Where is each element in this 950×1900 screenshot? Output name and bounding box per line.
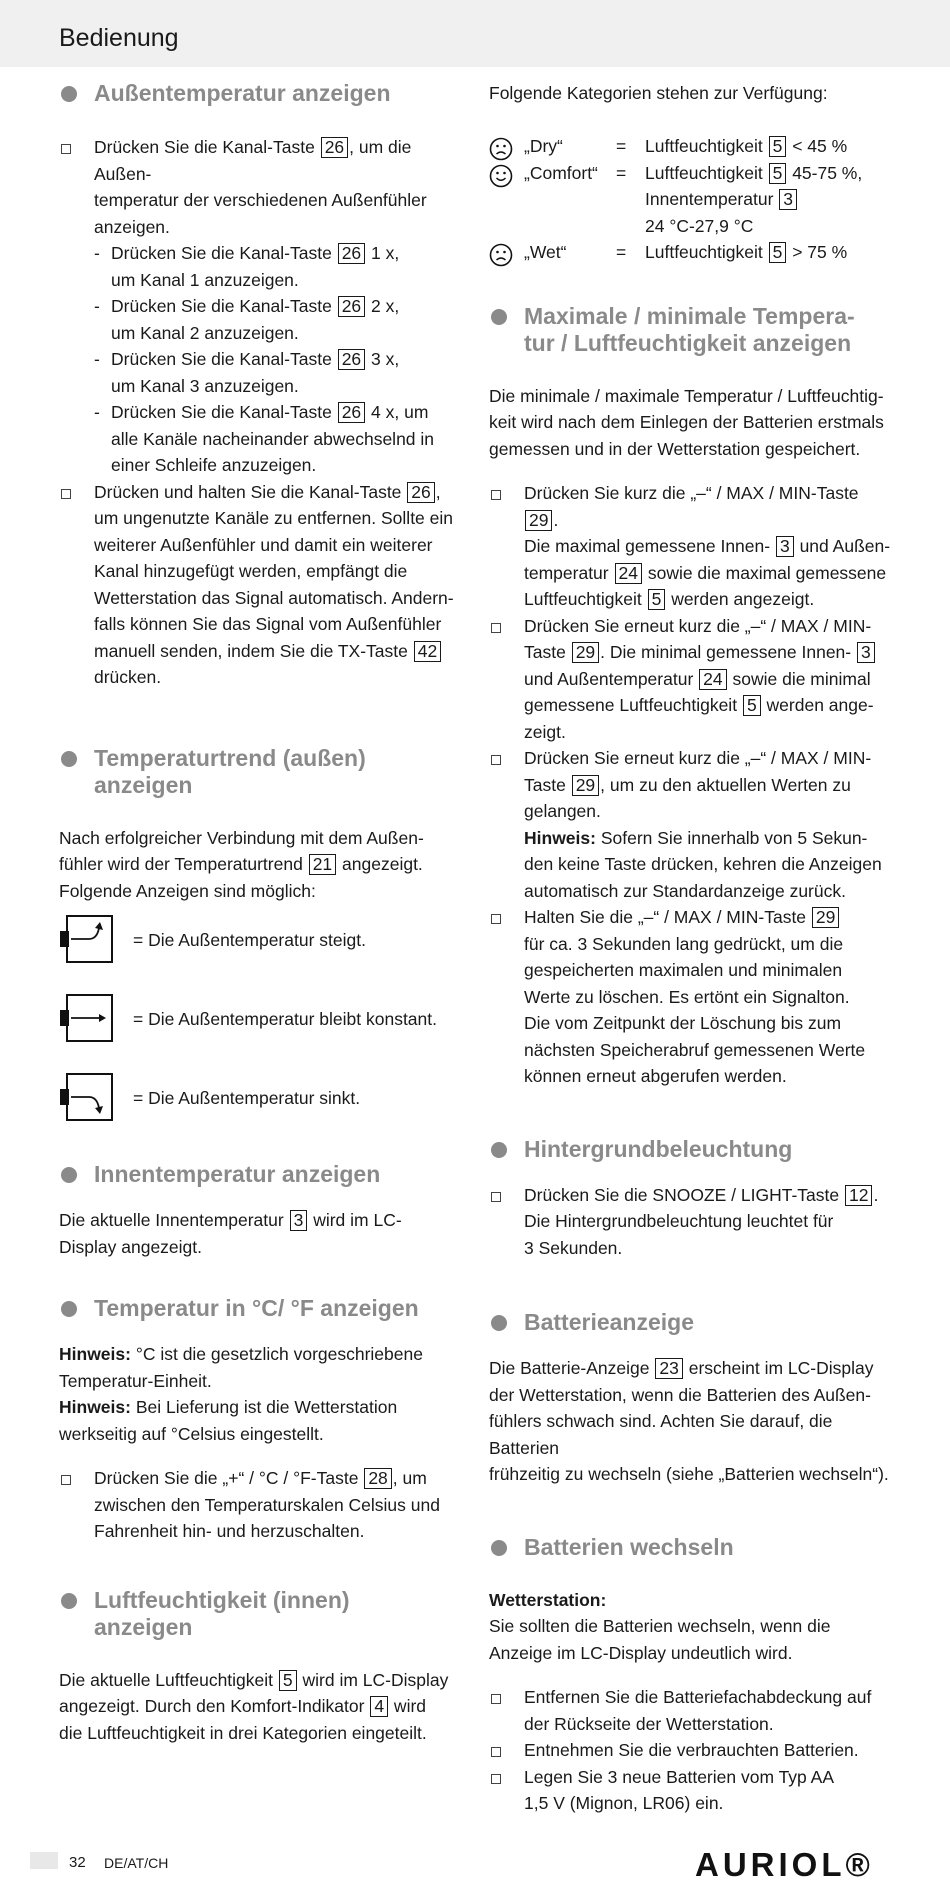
checkbox-square-icon [491, 1747, 501, 1757]
list-item: Drücken und halten Sie die Kanal-Taste 26 , um ungenutzte Kanäle zu entfernen. Sollte ein weiterer Außenfühler und damit ein weiterer Kanal hinzugefügt werden, empfängt die Wetterstation das Signal automatisch. Andern- falls können Sie das Signal vom Außenfühler manuell senden, indem Sie die TX-Taste 42 drücken. [59, 479, 462, 691]
trend-row-rising: = Die Außentemperatur steigt. [59, 914, 462, 968]
category-comfort: „Comfort“ = Luftfeuchtigkeit 5 45-75 %, Innentemperatur 3 24 °C-27,9 °C [489, 160, 891, 240]
checkbox-square-icon [491, 623, 501, 633]
checkbox-square-icon [491, 1694, 501, 1704]
paragraph: Die aktuelle Innentemperatur 3 wird im LC- [59, 1210, 402, 1230]
bullet-dot-icon [491, 309, 507, 325]
sub-list-item: - Drücken Sie die Kanal-Taste 26 4 x, um alle Kanäle nacheinander abwechselnd in einer Schleife anzuzeigen. [94, 402, 435, 475]
paragraph: Folgende Kategorien stehen zur Verfügung: [489, 83, 828, 103]
bullet-dot-icon [491, 1315, 507, 1331]
paragraph: fühlers schwach sind. Achten Sie darauf, die Batterien [489, 1411, 833, 1458]
page-number-box [30, 1852, 58, 1869]
hint: Hinweis: °C ist die gesetzlich vorgeschriebene [59, 1344, 423, 1364]
list-item: Entfernen Sie die Batteriefachabdeckung auf der Rückseite der Wetterstation. [489, 1684, 891, 1737]
happy-face-icon [489, 164, 513, 188]
paragraph: Sie sollten die Batterien wechseln, wenn die [489, 1616, 831, 1636]
brand-logo: AURIOL® [695, 1846, 874, 1883]
section-heading-batterien-wechseln: Batterien wechseln [489, 1534, 891, 1561]
hint: Hinweis: Bei Lieferung ist die Wetterstation [59, 1397, 398, 1417]
paragraph: der Wetterstation, wenn die Batterien des Außen- [489, 1384, 871, 1405]
checkbox-square-icon [491, 490, 501, 500]
checkbox-square-icon [61, 144, 71, 154]
sub-list-item: - Drücken Sie die Kanal-Taste 26 3 x, um Kanal 3 anzuzeigen. [94, 349, 400, 396]
paragraph: die Luftfeuchtigkeit in drei Kategorien eingeteilt. [59, 1722, 427, 1743]
sad-face-icon [489, 137, 513, 161]
paragraph: Display angezeigt. [59, 1236, 202, 1257]
trend-rising-icon [59, 914, 115, 966]
paragraph: fühler wird der Temperaturtrend 21 angezeigt. [59, 854, 423, 874]
trend-constant-icon [59, 993, 115, 1045]
paragraph: Die Batterie-Anzeige 23 erscheint im LC-Display [489, 1358, 874, 1378]
paragraph: angezeigt. Durch den Komfort-Indikator 4 wird [59, 1696, 427, 1716]
list-item: Drücken Sie die „+“ / °C / °F-Taste 28 , um zwischen den Temperaturskalen Celsius und Fahrenheit hin- und herzuschalten. [59, 1465, 462, 1545]
paragraph: Folgende Anzeigen sind möglich: [59, 880, 316, 901]
bullet-dot-icon [61, 1593, 77, 1609]
paragraph: Nach erfolgreicher Verbindung mit dem Außen- [59, 827, 424, 848]
list-item: Entnehmen Sie die verbrauchten Batterien. [489, 1737, 891, 1764]
section-heading-luftfeuchtigkeit: Luftfeuchtigkeit (innen) anzeigen [59, 1587, 462, 1641]
list-item: Drücken Sie die Kanal-Taste 26 , um die Außen- temperatur der verschiedenen Außenfühler anzeigen. - Drücken Sie die Kanal-Taste 26 1 x, um Kanal 1 anzuzeigen. - Drücken Sie die Kanal-Taste 26 2 x, um Kanal 2 anzuzeigen. - Drücken Sie die Kanal-Taste 26 3 x, um Kanal 3 anzuzeigen. - Drücken Sie die Kanal-Taste 26 4 x, um alle Kanäle nacheinander abwechselnd in einer Schleife anzuzeigen. [59, 134, 462, 479]
bullet-dot-icon [61, 86, 77, 102]
right-column [489, 80, 891, 1817]
checkbox-square-icon [491, 755, 501, 765]
section-heading-temperatur-einheit: Temperatur in °C/ °F anzeigen [59, 1295, 462, 1322]
bullet-dot-icon [61, 1301, 77, 1317]
section-heading-hintergrundbeleuchtung: Hintergrundbeleuchtung [489, 1136, 891, 1163]
bullet-dot-icon [491, 1540, 507, 1556]
checkbox-square-icon [491, 914, 501, 924]
sad-face-icon [489, 243, 513, 267]
category-wet: „Wet“ = Luftfeuchtigkeit 5 > 75 % [489, 239, 891, 266]
section-heading-innentemperatur: Innentemperatur anzeigen [59, 1161, 462, 1188]
left-column [59, 80, 462, 1746]
paragraph: werkseitig auf °Celsius eingestellt. [59, 1423, 324, 1444]
paragraph: frühzeitig zu wechseln (siehe „Batterien wechseln“). [489, 1464, 889, 1484]
section-heading-max-min: Maximale / minimale Tempera- tur / Luftfeuchtigkeit anzeigen [489, 303, 891, 357]
page-number: 32 [69, 1854, 86, 1871]
category-dry: „Dry“ = Luftfeuchtigkeit 5 < 45 % [489, 133, 891, 160]
trend-row-constant: = Die Außentemperatur bleibt konstant. [59, 993, 462, 1047]
checkbox-square-icon [61, 1475, 71, 1485]
country-codes: DE/AT/CH [104, 1855, 169, 1871]
paragraph: Anzeige im LC-Display undeutlich wird. [489, 1642, 793, 1663]
list-item: Drücken Sie die SNOOZE / LIGHT-Taste 12 . Die Hintergrundbeleuchtung leuchtet für 3 Sekunden. [489, 1182, 891, 1262]
trend-falling-icon [59, 1072, 115, 1124]
list-item: Halten Sie die „–“ / MAX / MIN-Taste 29 für ca. 3 Sekunden lang gedrückt, um die gespeicherten maximalen und minimalen Werte zu löschen. Es ertönt ein Signalton. Die vom Zeitpunkt der Löschung bis zum nächsten Speicherabruf gemessenen Werte können erneut abgerufen werden. [489, 904, 891, 1090]
section-heading-batterieanzeige: Batterieanzeige [489, 1309, 891, 1336]
paragraph: Die minimale / maximale Temperatur / Luftfeuchtig- [489, 385, 884, 406]
page-title: Bedienung [59, 24, 179, 52]
list-item: Drücken Sie erneut kurz die „–“ / MAX / MIN- Taste 29 . Die minimal gemessene Innen- 3 und Außentemperatur 24 sowie die minimal gemessene Luftfeuchtigkeit 5 werden ange- zeigt. [489, 613, 891, 746]
bullet-dot-icon [61, 751, 77, 767]
section-heading-aussentemperatur: Außentemperatur anzeigen [59, 80, 462, 107]
sub-list-item: - Drücken Sie die Kanal-Taste 26 1 x, um Kanal 1 anzuzeigen. [94, 243, 400, 290]
checkbox-square-icon [491, 1192, 501, 1202]
list-item: Drücken Sie kurz die „–“ / MAX / MIN-Taste 29 . Die maximal gemessene Innen- 3 und Außen- temperatur 24 sowie die maximal gemessene Luftfeuchtigkeit 5 werden angezeigt. [489, 480, 891, 613]
paragraph: Die aktuelle Luftfeuchtigkeit 5 wird im LC-Display [59, 1669, 449, 1690]
sub-list-item: - Drücken Sie die Kanal-Taste 26 2 x, um Kanal 2 anzuzeigen. [94, 296, 400, 343]
checkbox-square-icon [491, 1774, 501, 1784]
section-heading-temperaturtrend: Temperaturtrend (außen) anzeigen [59, 745, 462, 799]
paragraph: gemessen und in der Wetterstation gespeichert. [489, 438, 861, 459]
paragraph: keit wird nach dem Einlegen der Batterien erstmals [489, 412, 884, 432]
trend-row-falling: = Die Außentemperatur sinkt. [59, 1072, 462, 1126]
checkbox-square-icon [61, 489, 71, 499]
bullet-dot-icon [491, 1142, 507, 1158]
subheading: Wetterstation: [489, 1589, 607, 1610]
bullet-dot-icon [61, 1167, 77, 1183]
list-item: Drücken Sie erneut kurz die „–“ / MAX / MIN- Taste 29 , um zu den aktuellen Werten zu gelangen. Hinweis: Sofern Sie innerhalb von 5 Sekun- den keine Taste drücken, kehren die Anzeigen automatisch zur Standardanzeige zurück. [489, 745, 891, 904]
list-item: Legen Sie 3 neue Batterien vom Typ AA 1,5 V (Mignon, LR06) ein. [489, 1764, 891, 1817]
paragraph: Temperatur-Einheit. [59, 1370, 212, 1391]
